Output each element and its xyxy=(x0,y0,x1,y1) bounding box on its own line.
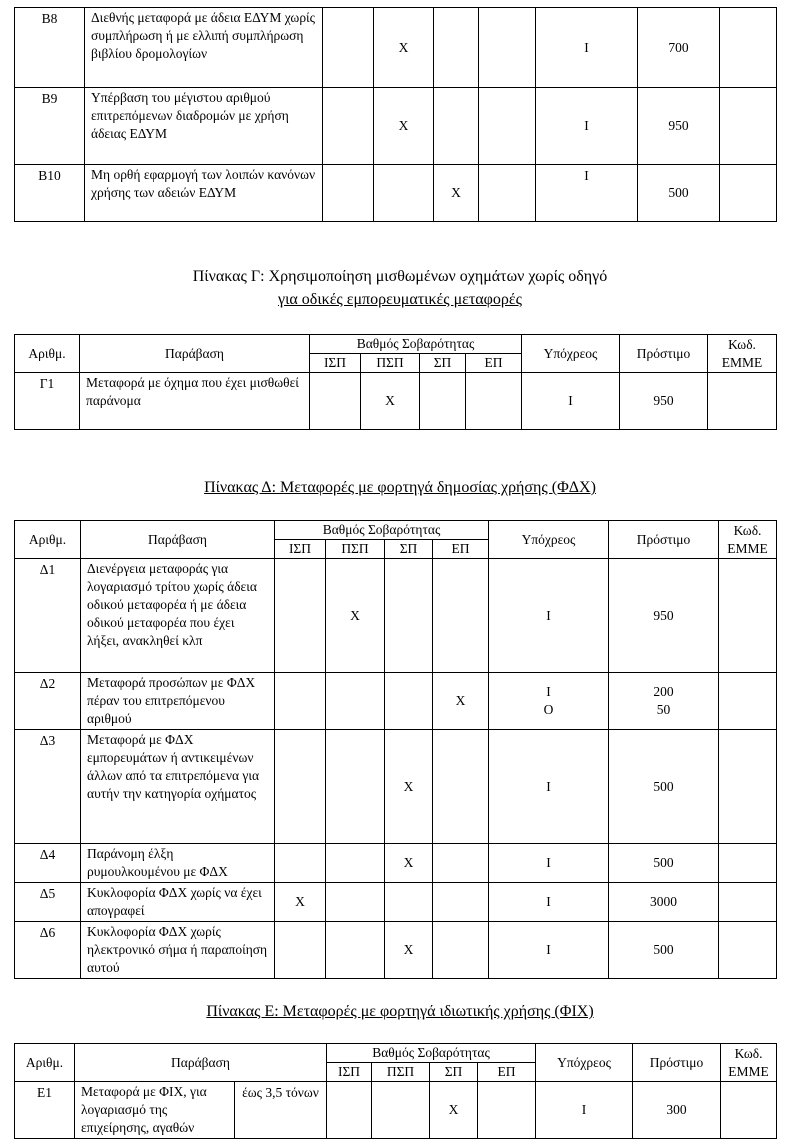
header-obligor: Υπόχρεος xyxy=(489,521,609,559)
table-row xyxy=(15,165,777,222)
severity-mark: X xyxy=(374,88,434,165)
violation-text: Μεταφορά με ΦΙΧ, για λογαριασμό της επιχείρησης, αγαθών xyxy=(75,1082,235,1139)
fine: 200 50 xyxy=(609,673,719,730)
severity-mark: X xyxy=(433,673,489,730)
header-fine: Πρόστιμο xyxy=(609,521,719,559)
header-isp: ΙΣΠ xyxy=(310,354,361,373)
obligor: I xyxy=(489,883,609,922)
table-row xyxy=(15,673,777,730)
header-isp: ΙΣΠ xyxy=(327,1063,372,1082)
header-obligor: Υπόχρεος xyxy=(536,1044,633,1082)
violation-text: Μεταφορά με όχημα που έχει μισθωθεί παράνομα xyxy=(80,373,310,430)
violation-text: Υπέρβαση του μέγιστου αριθμού επιτρεπόμενων διαδρομών με χρήση άδειας ΕΔΥΜ xyxy=(85,88,323,165)
header-number: Αριθμ. xyxy=(15,1044,75,1082)
row-number: Γ1 xyxy=(15,373,80,430)
table-g-caption-line2: για οδικές εμπορευματικές μεταφορές xyxy=(278,291,522,308)
row-number: Δ6 xyxy=(15,922,81,979)
violation-text: Διενέργεια μεταφοράς για λογαριασμό τρίτου χωρίς άδεια οδικού μεταφορέα ή με άδεια οδικού μεταφορέα που έχει λήξει, ανακληθεί κλπ xyxy=(81,559,275,673)
table-row xyxy=(15,730,777,844)
header-sp: ΣΠ xyxy=(420,354,466,373)
header-ep: ΕΠ xyxy=(466,354,522,373)
header-psp: ΠΣΠ xyxy=(361,354,420,373)
table-row xyxy=(15,8,777,88)
fine: 500 xyxy=(609,922,719,979)
header-obligor: Υπόχρεος xyxy=(522,335,620,373)
table-e-caption: Πίνακας Ε: Μεταφορές με φορτηγά ιδιωτικής χρήσης (ΦΙΧ) xyxy=(206,1003,594,1020)
row-number: Δ5 xyxy=(15,883,81,922)
header-psp: ΠΣΠ xyxy=(372,1063,430,1082)
header-isp: ΙΣΠ xyxy=(275,540,326,559)
obligor: I xyxy=(522,373,620,430)
row-number: Ε1 xyxy=(15,1082,75,1139)
weight-class: έως 3,5 τόνων xyxy=(235,1082,327,1139)
severity-mark: X xyxy=(361,373,420,430)
row-number: Δ1 xyxy=(15,559,81,673)
header-severity: Βαθμός Σοβαρότητας xyxy=(327,1044,536,1063)
table-d xyxy=(14,520,777,979)
fine: 500 xyxy=(609,844,719,883)
row-number: Δ2 xyxy=(15,673,81,730)
violation-text: Διεθνής μεταφορά με άδεια ΕΔΥΜ χωρίς συμπλήρωση ή με ελλιπή συμπλήρωση βιβλίου δρομολογίων xyxy=(85,8,323,88)
row-number: B9 xyxy=(15,88,85,165)
table-row xyxy=(15,883,777,922)
obligor: I xyxy=(489,559,609,673)
header-psp: ΠΣΠ xyxy=(326,540,385,559)
table-row xyxy=(15,559,777,673)
fine: 950 xyxy=(609,559,719,673)
obligor: I xyxy=(536,165,638,222)
severity-mark: X xyxy=(385,922,433,979)
row-number: Δ3 xyxy=(15,730,81,844)
table-row xyxy=(15,88,777,165)
fine: 500 xyxy=(638,165,720,222)
header-code: Κωδ. ΕΜΜΕ xyxy=(719,521,777,559)
row-number: B8 xyxy=(15,8,85,88)
table-e xyxy=(14,1043,777,1139)
severity-mark: X xyxy=(430,1082,478,1139)
table-d-caption: Πίνακας Δ: Μεταφορές με φορτηγά δημοσίας χρήσης (ΦΔΧ) xyxy=(204,479,596,496)
table-row xyxy=(15,844,777,883)
violation-text: Μη ορθή εφαρμογή των λοιπών κανόνων χρήσης των αδειών ΕΔΥΜ xyxy=(85,165,323,222)
header-violation: Παράβαση xyxy=(81,521,275,559)
fine: 700 xyxy=(638,8,720,88)
header-sp: ΣΠ xyxy=(430,1063,478,1082)
table-g-caption-line1: Πίνακας Γ: Χρησιμοποίηση μισθωμένων οχημάτων χωρίς οδηγό xyxy=(192,268,608,285)
fine: 950 xyxy=(620,373,708,430)
header-ep: ΕΠ xyxy=(433,540,489,559)
obligor: I xyxy=(536,1082,633,1139)
header-ep: ΕΠ xyxy=(478,1063,536,1082)
obligor: I xyxy=(536,8,638,88)
severity-mark: X xyxy=(385,730,433,844)
header-sp: ΣΠ xyxy=(385,540,433,559)
table-g xyxy=(14,334,777,430)
header-number: Αριθμ. xyxy=(15,521,81,559)
violation-text: Παράνομη έλξη ρυμουλκουμένου με ΦΔΧ xyxy=(81,844,275,883)
fine: 950 xyxy=(638,88,720,165)
obligor: I xyxy=(536,88,638,165)
table-row xyxy=(15,922,777,979)
table-row xyxy=(15,1082,777,1139)
table-b xyxy=(14,7,777,222)
violation-text: Μεταφορά με ΦΔΧ εμπορευμάτων ή αντικειμένων άλλων από τα επιτρεπόμενα για αυτήν την κατηγορία οχήματος xyxy=(81,730,275,844)
obligor: I xyxy=(489,730,609,844)
header-violation: Παράβαση xyxy=(80,335,310,373)
obligor: I O xyxy=(489,673,609,730)
header-number: Αριθμ. xyxy=(15,335,80,373)
obligor: I xyxy=(489,922,609,979)
header-severity: Βαθμός Σοβαρότητας xyxy=(275,521,489,540)
header-code: Κωδ. ΕΜΜΕ xyxy=(708,335,777,373)
severity-mark: X xyxy=(326,559,385,673)
severity-mark: X xyxy=(275,883,326,922)
violation-text: Κυκλοφορία ΦΔΧ χωρίς να έχει απογραφεί xyxy=(81,883,275,922)
table-row xyxy=(15,373,777,430)
violation-text: Μεταφορά προσώπων με ΦΔΧ πέραν του επιτρεπόμενου αριθμού xyxy=(81,673,275,730)
severity-mark: X xyxy=(434,165,479,222)
row-number: B10 xyxy=(15,165,85,222)
violation-text: Κυκλοφορία ΦΔΧ χωρίς ηλεκτρονικό σήμα ή παραποίηση αυτού xyxy=(81,922,275,979)
header-code: Κωδ. ΕΜΜΕ xyxy=(721,1044,777,1082)
fine: 300 xyxy=(633,1082,721,1139)
obligor: I xyxy=(489,844,609,883)
row-number: Δ4 xyxy=(15,844,81,883)
header-fine: Πρόστιμο xyxy=(633,1044,721,1082)
fine: 500 xyxy=(609,730,719,844)
severity-mark: X xyxy=(374,8,434,88)
severity-mark: X xyxy=(385,844,433,883)
header-fine: Πρόστιμο xyxy=(620,335,708,373)
header-violation: Παράβαση xyxy=(75,1044,327,1082)
fine: 3000 xyxy=(609,883,719,922)
header-severity: Βαθμός Σοβαρότητας xyxy=(310,335,522,354)
